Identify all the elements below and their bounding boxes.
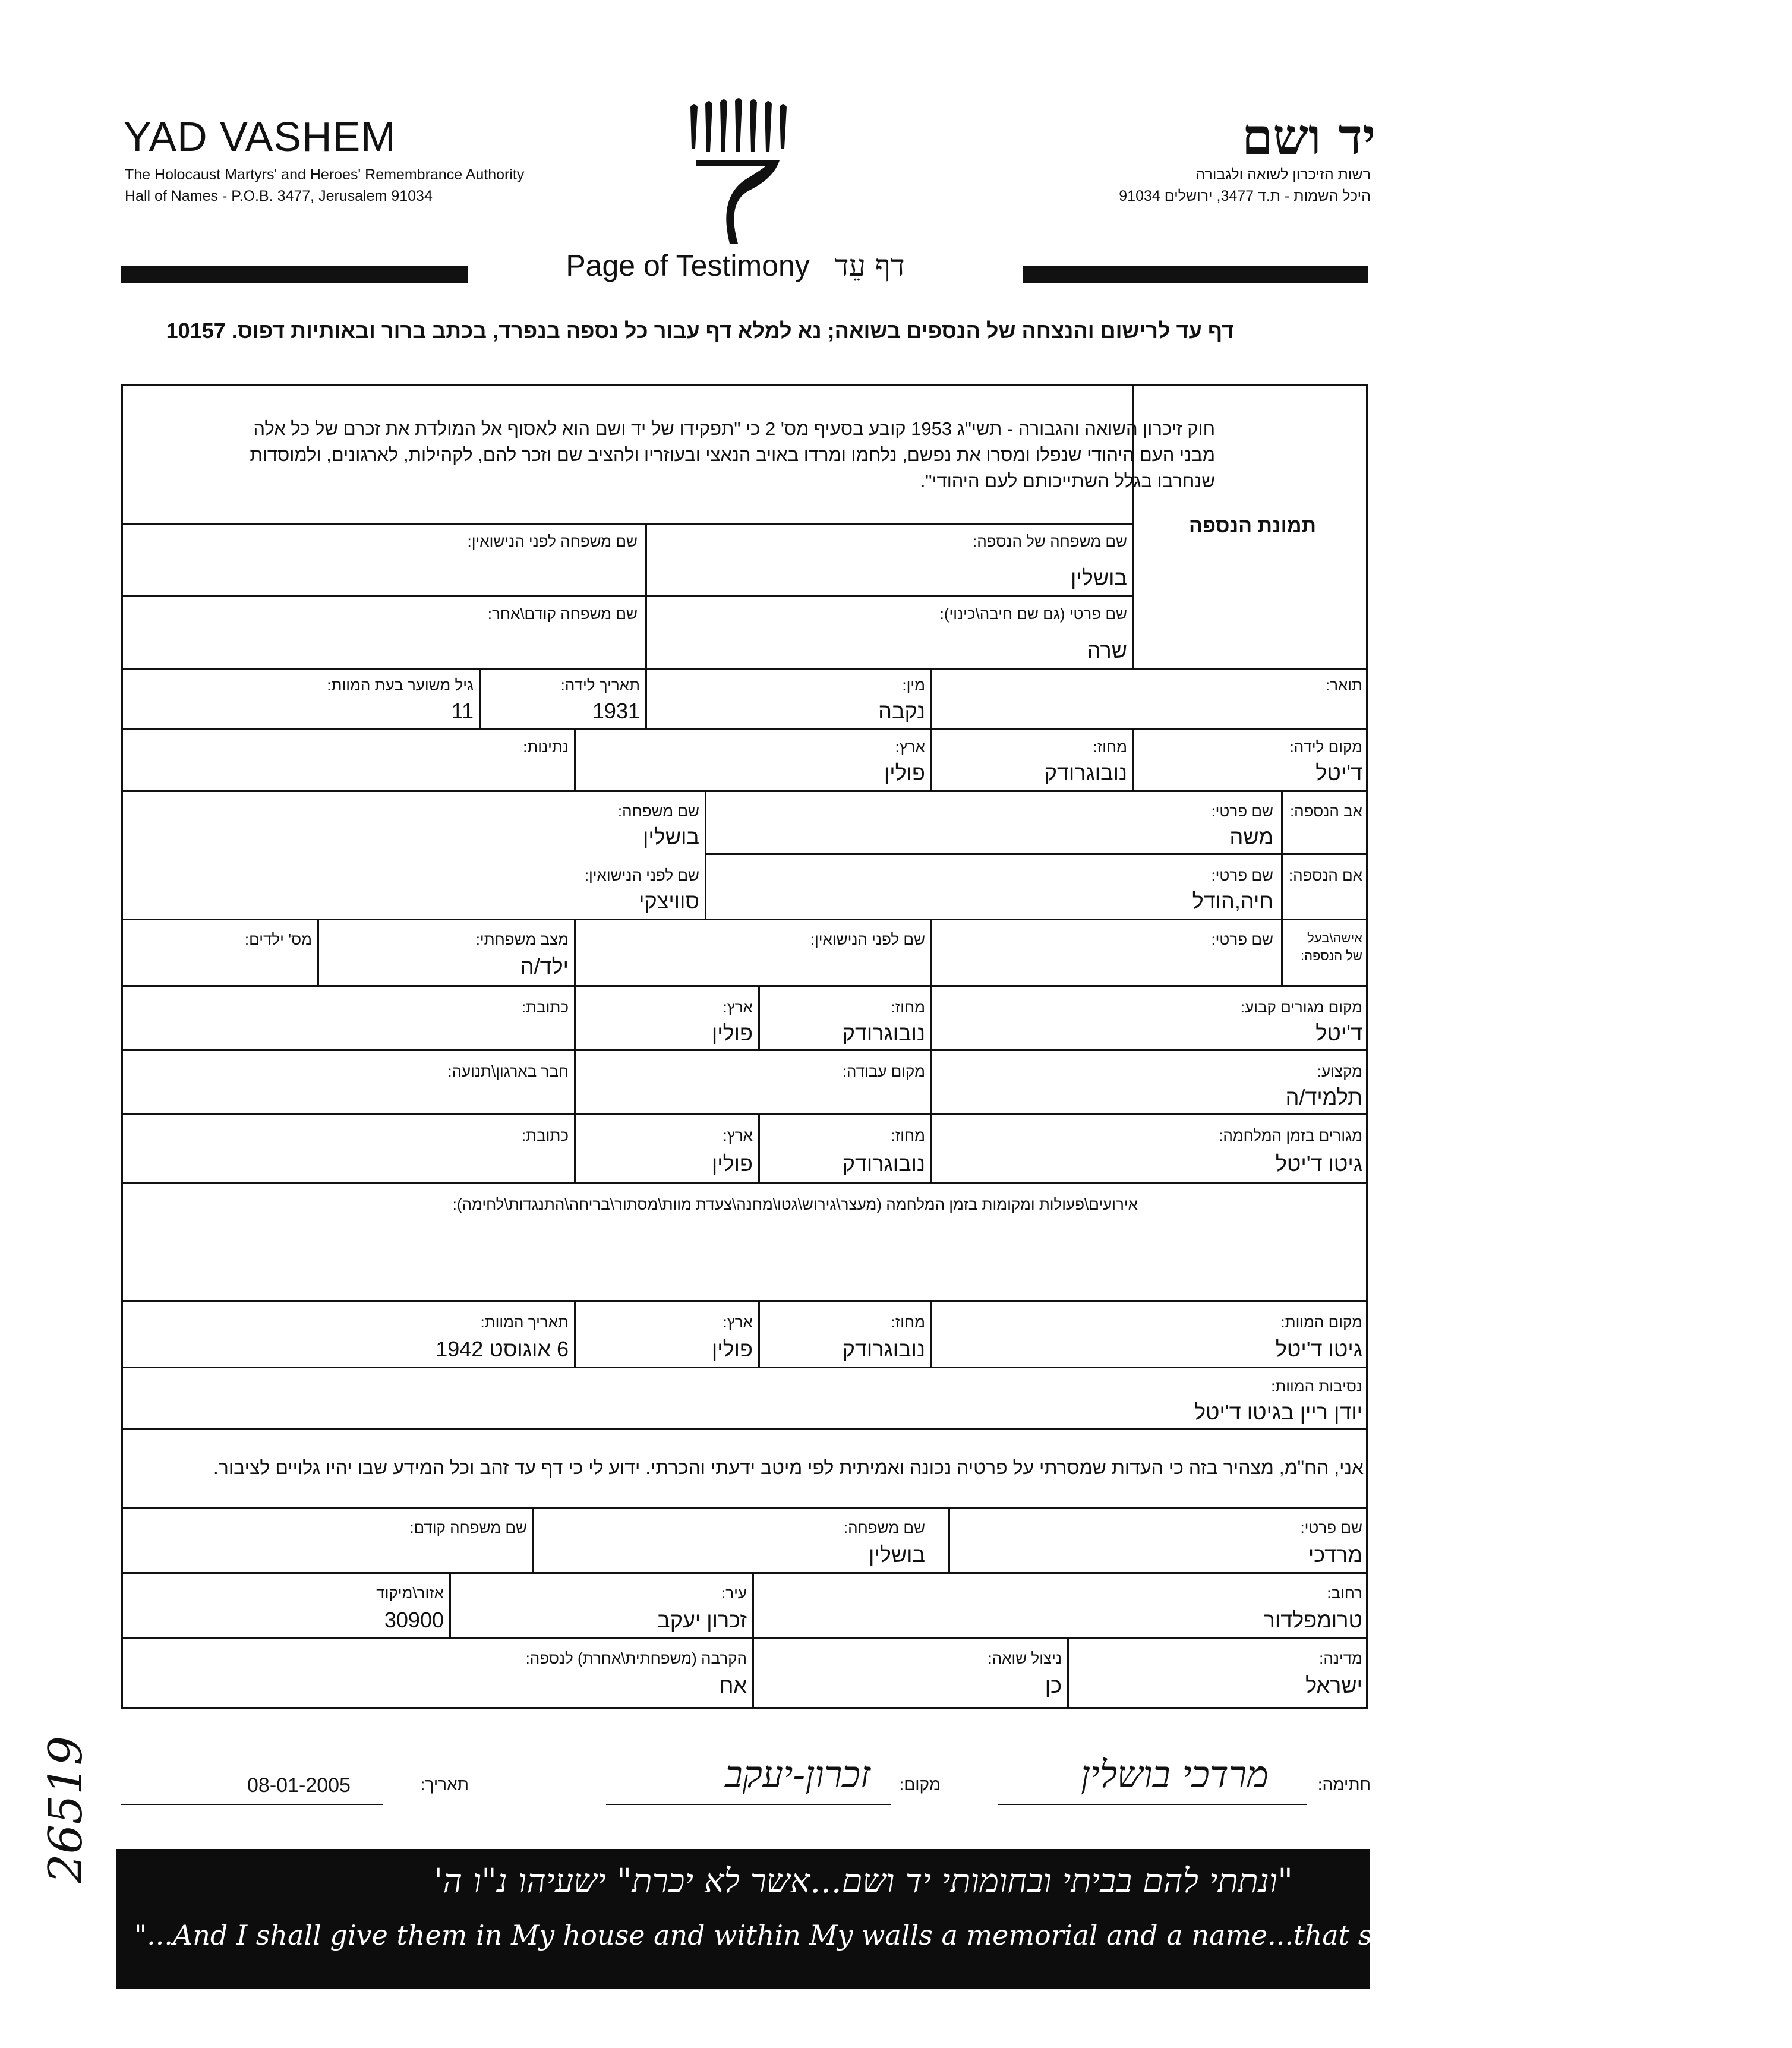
rule bbox=[930, 668, 932, 728]
father-last-name-label: שם משפחה: bbox=[617, 802, 699, 820]
signature-label: חתימה: bbox=[1317, 1775, 1371, 1794]
marital-status-label: מצב משפחתי: bbox=[475, 930, 569, 948]
rule bbox=[121, 1637, 1368, 1639]
children-label: מס' ילדים: bbox=[244, 930, 312, 948]
rule bbox=[705, 853, 1368, 855]
witness-city-label: עיר: bbox=[721, 1584, 747, 1602]
signature-line bbox=[998, 1804, 1307, 1805]
sign-place-label: מקום: bbox=[899, 1775, 941, 1794]
residence-country[interactable]: פולין bbox=[711, 1021, 753, 1045]
title-en: Page of Testimony bbox=[566, 249, 810, 282]
rule bbox=[574, 1049, 576, 1113]
wartime-country-label: ארץ: bbox=[723, 1126, 753, 1144]
footer-quote-band bbox=[116, 1849, 1792, 1989]
rule bbox=[758, 1300, 760, 1367]
sign-date-line bbox=[121, 1804, 383, 1805]
victim-gender-label: מין: bbox=[902, 676, 925, 694]
birth-district[interactable]: נובוגרודק bbox=[1044, 760, 1127, 785]
victim-age-label: גיל משוער בעת המוות: bbox=[327, 676, 474, 694]
death-circumstances[interactable]: יודן ריין בגיטו ד'יטל bbox=[1194, 1400, 1362, 1424]
rule bbox=[121, 1367, 1368, 1368]
residence-address-label: כתובת: bbox=[521, 998, 569, 1016]
marital-status[interactable]: ילד/ה bbox=[520, 954, 569, 979]
rule bbox=[930, 1300, 932, 1367]
witness-last-name[interactable]: בושלין bbox=[869, 1542, 925, 1567]
rule bbox=[121, 1428, 1368, 1430]
signature[interactable]: מרדכי בושלין bbox=[1080, 1753, 1269, 1796]
rule bbox=[121, 595, 1132, 597]
rule bbox=[574, 728, 576, 790]
witness-prev-name-label: שם משפחה קודם: bbox=[409, 1519, 527, 1536]
rule bbox=[574, 1300, 576, 1367]
photo-label: תמונת הנספה bbox=[1188, 515, 1316, 537]
rule bbox=[758, 1113, 760, 1182]
spouse-maiden-label: שם לפני הנישואין: bbox=[810, 930, 925, 948]
rule bbox=[532, 1507, 534, 1572]
org-name-he: יד ושם bbox=[1241, 107, 1375, 166]
residence-district[interactable]: נובוגרודק bbox=[842, 1021, 925, 1045]
rule bbox=[574, 1113, 576, 1182]
death-date-label: תאריך המוות: bbox=[480, 1313, 569, 1331]
profession[interactable]: תלמיד/ה bbox=[1285, 1085, 1362, 1109]
rule bbox=[574, 919, 576, 985]
witness-zip-label: אזור\מיקוד bbox=[376, 1584, 444, 1602]
law-text: חוק זיכרון השואה והגבורה - תשי"ג 1953 קובע בסעיף מס' 2 כי "תפקידו של יד ושם הוא לאסוף אל המולדת את זכרם של כל אלה מבני העם היהודי שנפלו ומסרו את נפשם, נלחמו ומרדו באויב הנאצי ובעוזריו ולהציב שם וזכר להם, לקהילות, לארגונים, ולמוסדות שנחרבו בגלל השתייכותם לעם היהודי". bbox=[250, 418, 1215, 491]
rule bbox=[930, 1113, 932, 1182]
wartime-district[interactable]: נובוגרודק bbox=[842, 1151, 925, 1176]
victim-title-label: תואר: bbox=[1325, 676, 1362, 694]
sign-date[interactable]: 08-01-2005 bbox=[247, 1774, 351, 1797]
org-he-line2: היכל השמות - ת.ד 3477, ירושלים 91034 bbox=[1119, 188, 1371, 204]
death-place-label: מקום המוות: bbox=[1280, 1313, 1362, 1331]
death-district-label: מחוז: bbox=[891, 1313, 925, 1331]
member-label: חבר בארגון\תנועה: bbox=[447, 1062, 569, 1080]
death-country[interactable]: פולין bbox=[711, 1337, 753, 1361]
victim-gender[interactable]: נקבה bbox=[878, 699, 925, 723]
wartime-country[interactable]: פולין bbox=[711, 1151, 753, 1176]
org-en-line1: The Holocaust Martyrs' and Heroes' Remembrance Authority bbox=[125, 166, 525, 183]
death-circumstances-label: נסיבות המוות: bbox=[1271, 1377, 1362, 1395]
rule bbox=[930, 985, 932, 1049]
rule bbox=[645, 523, 647, 668]
witness-last-name-label: שם משפחה: bbox=[843, 1519, 925, 1536]
residence-country-label: ארץ: bbox=[723, 998, 753, 1016]
rule bbox=[574, 985, 576, 1049]
victim-prev-name-label: שם משפחה קודם\אחר: bbox=[487, 605, 638, 623]
residence[interactable]: ד'יטל bbox=[1315, 1021, 1362, 1045]
death-district[interactable]: נובוגרודק bbox=[842, 1337, 925, 1361]
org-he-line1: רשות הזיכרון לשואה ולגבורה bbox=[1195, 166, 1371, 183]
victim-last-name-label: שם משפחה של הנספה: bbox=[972, 532, 1127, 550]
witness-first-name[interactable]: מרדכי bbox=[1308, 1542, 1362, 1567]
org-en-line2: Hall of Names - P.O.B. 3477, Jerusalem 91034 bbox=[125, 188, 433, 204]
rule bbox=[705, 790, 706, 919]
rule bbox=[121, 919, 1368, 920]
victim-birth-date-label: תאריך לידה: bbox=[560, 676, 640, 694]
rule bbox=[121, 1507, 1368, 1509]
rule bbox=[930, 728, 932, 790]
rule bbox=[948, 1507, 950, 1572]
sign-place[interactable]: זכרון-יעקב bbox=[724, 1753, 870, 1796]
mother-first-name-label: שם פרטי: bbox=[1211, 866, 1273, 884]
residence-label: מקום מגורים קבוע: bbox=[1240, 998, 1362, 1016]
mother-row-label: אם הנספה: bbox=[1288, 866, 1362, 884]
father-last-name[interactable]: בושלין bbox=[643, 825, 699, 849]
nationality-label: נתינות: bbox=[523, 738, 569, 756]
rule bbox=[1067, 1637, 1069, 1709]
instructions: דף עד לרישום והנצחה של הנספים בשואה; נא למלא דף עבור כל נספה בנפרד, בכתב ברור ובאותיות דפוס. 10157 bbox=[166, 318, 1234, 343]
rule bbox=[121, 1113, 1368, 1115]
wartime-residence[interactable]: גיטו ד'יטל bbox=[1275, 1151, 1362, 1176]
birth-country[interactable]: פולין bbox=[884, 760, 925, 785]
victim-last-name[interactable]: בושלין bbox=[1071, 566, 1127, 590]
mother-maiden-label: שם לפני הנישואין: bbox=[584, 866, 699, 884]
org-address-en bbox=[125, 164, 524, 207]
rule bbox=[758, 985, 760, 1049]
wartime-district-label: מחוז: bbox=[891, 1126, 925, 1144]
witness-country[interactable]: ישראל bbox=[1305, 1673, 1362, 1697]
sign-place-line bbox=[606, 1804, 891, 1805]
rule bbox=[449, 1572, 451, 1637]
father-first-name[interactable]: משה bbox=[1229, 825, 1273, 849]
witness-relation[interactable]: אח bbox=[719, 1673, 747, 1697]
victim-age[interactable]: 11 bbox=[451, 699, 474, 723]
rule bbox=[752, 1572, 754, 1637]
rule bbox=[752, 1637, 754, 1709]
profession-label: מקצוע: bbox=[1317, 1062, 1362, 1080]
rule bbox=[121, 1049, 1368, 1051]
yad-vashem-logo bbox=[684, 95, 791, 250]
victim-first-name-label: שם פרטי (גם שם חיבה\כינוי): bbox=[939, 605, 1127, 623]
org-address-he bbox=[1119, 164, 1371, 207]
mother-maiden[interactable]: סוויצקי bbox=[639, 889, 699, 913]
father-row-label: אב הנספה: bbox=[1289, 802, 1362, 820]
victim-maiden-name-label: שם משפחה לפני הנישואין: bbox=[467, 532, 638, 550]
rule bbox=[645, 668, 647, 728]
wartime-residence-label: מגורים בזמן המלחמה: bbox=[1219, 1126, 1362, 1144]
quote-hebrew: "ונתתי להם בביתי ובחומותי יד ושם...אשר לא יכרת" ישעיהו נ"ו ה' bbox=[433, 1862, 1293, 1901]
witness-relation-label: הקרבה (משפחתית\אחרת) לנספה: bbox=[525, 1649, 747, 1667]
rule bbox=[121, 728, 1368, 730]
birth-place-label: מקום לידה: bbox=[1289, 738, 1362, 756]
rule bbox=[1281, 919, 1283, 985]
side-number: 26519 bbox=[39, 1735, 93, 1883]
witness-survivor[interactable]: כן bbox=[1045, 1673, 1062, 1697]
rule bbox=[121, 790, 1368, 792]
victim-first-name[interactable]: שרה bbox=[1087, 638, 1127, 662]
rule bbox=[930, 1049, 932, 1113]
witness-survivor-label: ניצול שואה: bbox=[988, 1649, 1062, 1667]
spouse-row-label2: של הנספה: bbox=[1300, 948, 1362, 963]
wartime-address-label: כתובת: bbox=[521, 1126, 569, 1144]
father-first-name-label: שם פרטי: bbox=[1211, 802, 1273, 820]
rule bbox=[121, 523, 1132, 525]
testimony-form bbox=[121, 384, 1368, 1709]
mother-first-name[interactable]: חיה,הודל bbox=[1192, 889, 1273, 913]
witness-zip[interactable]: 30900 bbox=[384, 1608, 444, 1632]
witness-first-name-label: שם פרטי: bbox=[1300, 1519, 1362, 1536]
rule bbox=[121, 1572, 1368, 1574]
residence-district-label: מחוז: bbox=[891, 998, 925, 1016]
birth-place[interactable]: ד'יטל bbox=[1315, 760, 1362, 785]
events-label: אירועים\פעולות ומקומות בזמן המלחמה (מעצר\גירוש\גטו\מחנה\צעדת מוות\מסתור\בריחה\התנגדות\לחימה): bbox=[452, 1195, 1138, 1213]
rule bbox=[317, 919, 319, 985]
rule bbox=[121, 985, 1368, 987]
death-country-label: ארץ: bbox=[723, 1313, 753, 1331]
spouse-first-name-label: שם פרטי: bbox=[1211, 930, 1273, 948]
rule bbox=[479, 668, 481, 728]
page-title bbox=[0, 248, 1471, 283]
death-date[interactable]: 6 אוגוסט 1942 bbox=[436, 1337, 569, 1361]
birth-country-label: ארץ: bbox=[895, 738, 925, 756]
org-name-en: YAD VASHEM bbox=[124, 113, 396, 160]
victim-birth-date[interactable]: 1931 bbox=[592, 699, 640, 723]
witness-country-label: מדינה: bbox=[1319, 1649, 1362, 1667]
workplace-label: מקום עבודה: bbox=[842, 1062, 925, 1080]
rule bbox=[930, 919, 932, 985]
witness-city[interactable]: זכרון יעקב bbox=[657, 1608, 747, 1632]
rule bbox=[1281, 790, 1283, 919]
spouse-row-label1: אישה\בעל bbox=[1307, 930, 1362, 945]
witness-street-label: רחוב: bbox=[1327, 1584, 1362, 1602]
witness-street[interactable]: טרומפלדור bbox=[1263, 1608, 1362, 1632]
death-place[interactable]: גיטו ד'יטל bbox=[1275, 1337, 1362, 1361]
rule bbox=[121, 1300, 1368, 1302]
rule bbox=[1132, 728, 1134, 790]
birth-district-label: מחוז: bbox=[1093, 738, 1127, 756]
sign-date-label: תאריך: bbox=[420, 1775, 469, 1794]
rule bbox=[121, 668, 1368, 670]
declaration: אני, הח"מ, מצהיר בזה כי העדות שמסרתי על פרטיה נכונה ואמיתית לפי מיטב ידעתי והכרתי. ידוע לי כי דף עד זהב וכל המידע שבו יהיו גלויים לציבור. bbox=[213, 1457, 1364, 1478]
quote-english: "...And I shall give them in My house and within My walls a memorial and a name...that shall not be cut off" Isaiah 56:5 bbox=[134, 1919, 1792, 1951]
title-he: דף עֵד bbox=[834, 248, 905, 283]
rule bbox=[121, 1182, 1368, 1184]
